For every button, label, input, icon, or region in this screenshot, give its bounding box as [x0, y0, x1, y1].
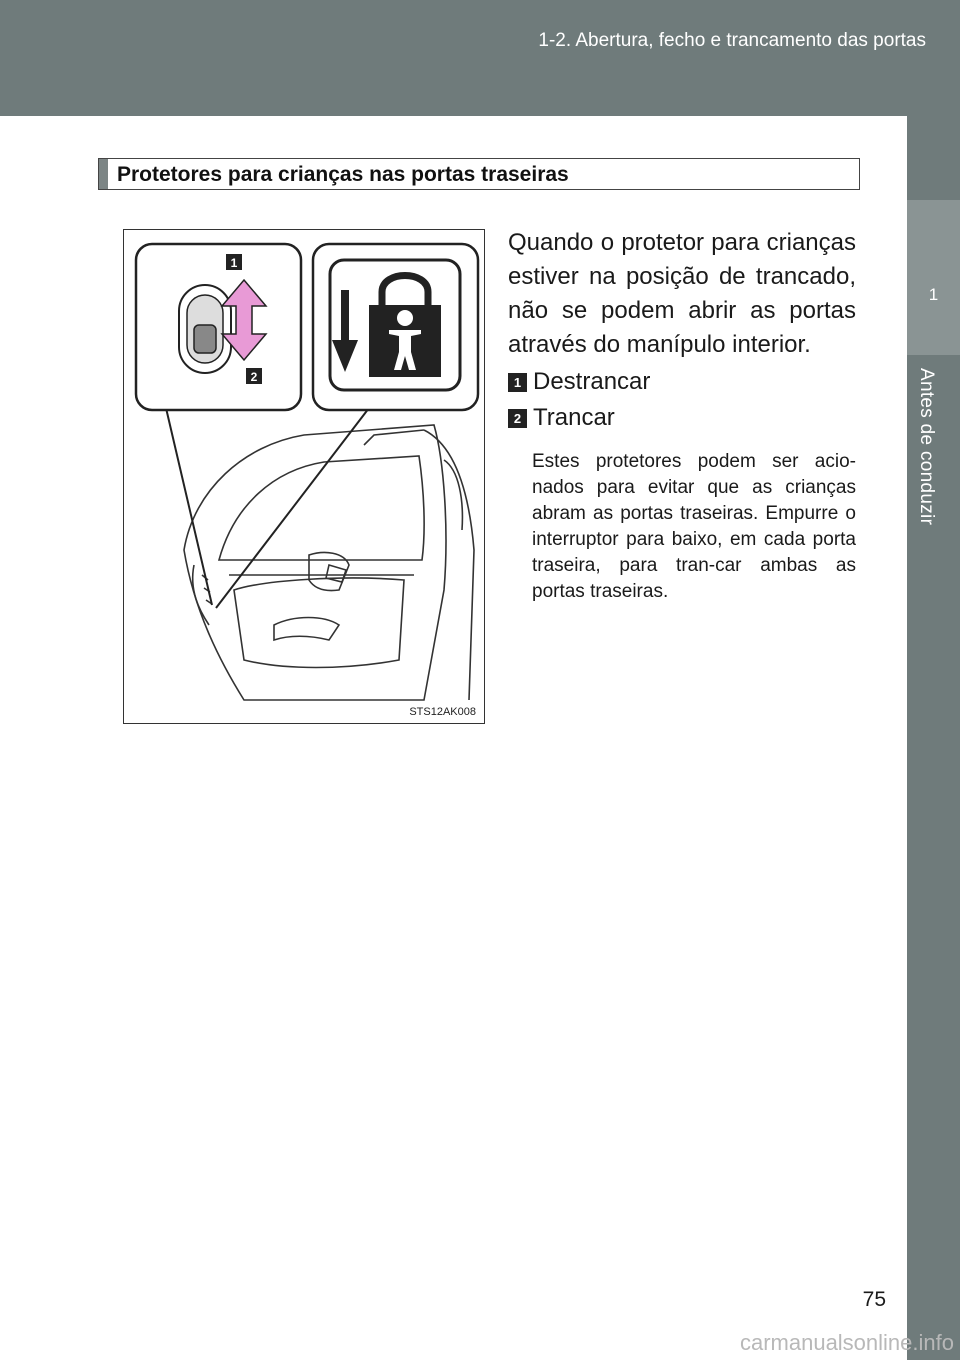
- header-band: [0, 0, 960, 116]
- chapter-title: Antes de conduzir: [916, 368, 937, 526]
- list-item-lock: [508, 404, 615, 432]
- page-number: 75: [862, 1288, 886, 1311]
- item-label: Destrancar: [533, 368, 651, 395]
- chapter-number: 1: [928, 285, 939, 304]
- callout-2: 2: [250, 370, 258, 384]
- figure-code: STS12AK008: [409, 706, 476, 718]
- note-paragraph: Estes protetores podem ser acio-nados para evitar que as crianças abram as portas traseiras. Empurre o interruptor para baixo, em cada porta traseira, para tran-car ambas as portas traseiras.: [532, 451, 856, 602]
- item-number-badge: 1: [508, 373, 527, 392]
- car-door-illustration: [124, 230, 486, 725]
- section-heading-bar: [98, 158, 860, 190]
- item-number-badge: 2: [508, 409, 527, 428]
- item-label: Trancar: [533, 404, 615, 431]
- section-title: Protetores para crianças nas portas traseiras: [117, 163, 569, 186]
- watermark-text: carmanualsonline.info: [739, 1330, 954, 1355]
- figure-child-lock: [123, 229, 485, 724]
- side-tab-box: [907, 200, 960, 355]
- list-item-unlock: [508, 368, 650, 396]
- callout-1: 1: [230, 256, 238, 270]
- header-section-path: 1-2. Abertura, fecho e trancamento das portas: [538, 30, 926, 51]
- section-heading-accent: [99, 159, 108, 189]
- intro-paragraph: Quando o protetor para crianças estiver na posição de trancado, não se podem abrir as portas através do manípulo interior.: [508, 229, 856, 358]
